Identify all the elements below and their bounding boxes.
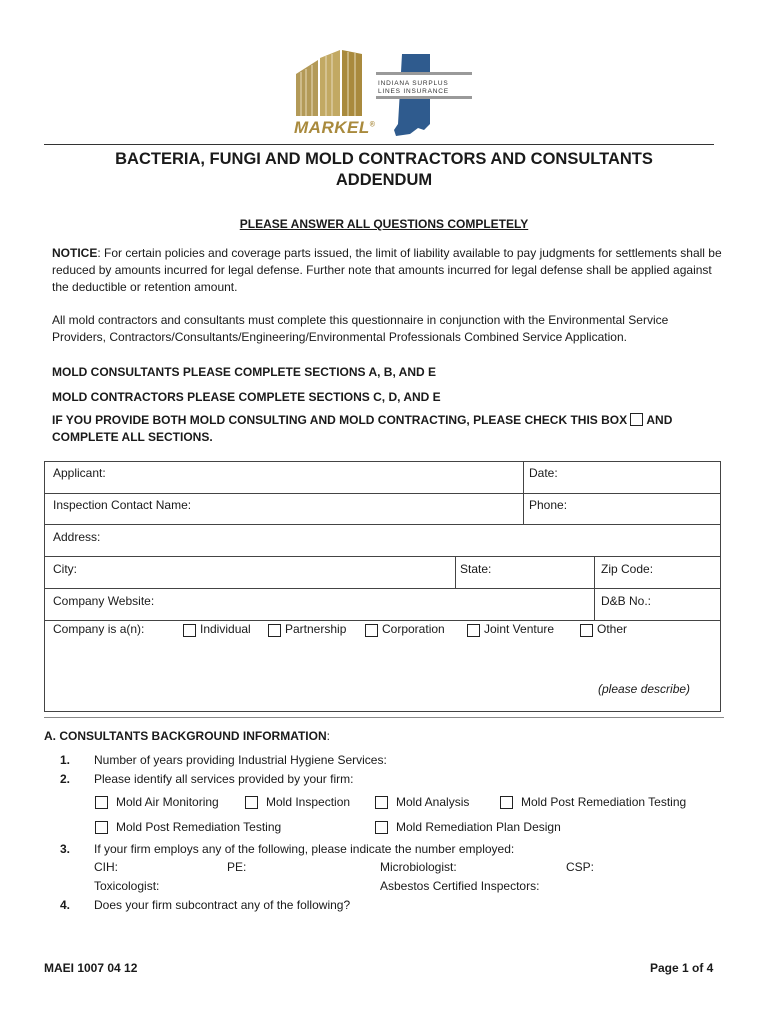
zip-field[interactable]: Zip Code: — [601, 562, 654, 576]
section-a-colon: : — [326, 729, 330, 743]
form-vdivider — [523, 462, 524, 524]
joint-venture-label: Joint Venture — [484, 622, 555, 636]
corporation-checkbox[interactable] — [365, 624, 378, 637]
form-divider — [45, 524, 720, 525]
both-text-b: AND — [646, 413, 673, 427]
isli-text — [378, 80, 470, 96]
header-rule — [44, 144, 714, 145]
phone-field[interactable]: Phone: — [529, 498, 568, 512]
q3-text: If your firm employs any of the following, please indicate the number employed: — [94, 842, 515, 856]
intro-paragraph: All mold contractors and consultants must complete this questionnaire in conjunction with the Environmental Service Providers, Contractors/Consultants/Engineering/Environmental Professionals Combined Service Application. — [52, 313, 669, 344]
csp-field[interactable]: CSP: — [566, 860, 595, 874]
applicant-form — [44, 461, 721, 712]
please-describe-field[interactable]: (please describe) — [598, 682, 691, 696]
form-vdivider — [455, 556, 456, 588]
section-a-heading — [44, 729, 330, 743]
both-services-checkbox[interactable] — [630, 413, 643, 426]
mold-remediation-plan-design-label: Mold Remediation Plan Design — [396, 820, 561, 834]
notice-text: : For certain policies and coverage parts issued, the limit of liability available to pay judgments for settlements shall be reduced by amounts incurred for legal defense. Further note that amounts incurred for legal defense shall be applied against the deductible or retention amount. — [52, 246, 722, 294]
form-vdivider — [594, 556, 595, 620]
section-a-title: A. CONSULTANTS BACKGROUND INFORMATION — [44, 729, 327, 743]
partnership-checkbox[interactable] — [268, 624, 281, 637]
partnership-label: Partnership — [285, 622, 347, 636]
logo — [290, 50, 480, 140]
applicant-field[interactable]: Applicant: — [53, 466, 106, 480]
toxicologist-field[interactable]: Toxicologist: — [94, 879, 160, 893]
mold-air-monitoring-label: Mold Air Monitoring — [116, 795, 219, 809]
mold-remediation-plan-design-checkbox[interactable] — [375, 821, 388, 834]
company-type-label: Company is a(n): — [53, 622, 145, 636]
contractors-instruction: MOLD CONTRACTORS PLEASE COMPLETE SECTIONS C, D, AND E — [52, 390, 441, 404]
individual-checkbox[interactable] — [183, 624, 196, 637]
markel-text: MARKEL — [294, 118, 370, 137]
individual-label: Individual — [200, 622, 251, 636]
date-field[interactable]: Date: — [529, 466, 558, 480]
address-field[interactable]: Address: — [53, 530, 101, 544]
form-divider — [45, 493, 720, 494]
joint-venture-checkbox[interactable] — [467, 624, 480, 637]
notice-label: NOTICE — [52, 246, 98, 260]
page-title — [44, 149, 724, 191]
mold-post-remediation-testing-label: Mold Post Remediation Testing — [521, 795, 687, 809]
form-id: MAEI 1007 04 12 — [44, 961, 138, 975]
pe-field[interactable]: PE: — [227, 860, 247, 874]
microbiologist-field[interactable]: Microbiologist: — [380, 860, 457, 874]
isli-line-1: INDIANA SURPLUS — [378, 80, 449, 87]
dnb-field[interactable]: D&B No.: — [601, 594, 652, 608]
isli-line-2: LINES INSURANCE — [378, 88, 449, 95]
both-instruction — [52, 412, 722, 446]
cih-field[interactable]: CIH: — [94, 860, 118, 874]
q1-text: Number of years providing Industrial Hygiene Services: — [94, 753, 387, 767]
section-divider — [44, 717, 724, 718]
mold-post-remediation-testing-2-checkbox[interactable] — [95, 821, 108, 834]
markel-wordmark — [294, 118, 375, 138]
registered-mark: ® — [369, 121, 376, 129]
mold-post-remediation-testing-2-label: Mold Post Remediation Testing — [116, 820, 282, 834]
mold-inspection-checkbox[interactable] — [245, 796, 258, 809]
corporation-label: Corporation — [382, 622, 445, 636]
mold-post-remediation-testing-checkbox[interactable] — [500, 796, 513, 809]
form-divider — [45, 620, 720, 621]
both-text-a: IF YOU PROVIDE BOTH MOLD CONSULTING AND MOLD CONTRACTING, PLEASE CHECK THIS BOX — [52, 413, 628, 427]
other-checkbox[interactable] — [580, 624, 593, 637]
website-field[interactable]: Company Website: — [53, 594, 155, 608]
mold-analysis-checkbox[interactable] — [375, 796, 388, 809]
inspection-contact-field[interactable]: Inspection Contact Name: — [53, 498, 192, 512]
title-line-1: BACTERIA, FUNGI AND MOLD CONTRACTORS AND CONSULTANTS — [115, 150, 653, 168]
mold-inspection-label: Mold Inspection — [266, 795, 351, 809]
mold-air-monitoring-checkbox[interactable] — [95, 796, 108, 809]
mold-analysis-label: Mold Analysis — [396, 795, 470, 809]
notice-paragraph — [52, 245, 722, 296]
form-divider — [45, 556, 720, 557]
city-field[interactable]: City: — [53, 562, 77, 576]
consultants-instruction: MOLD CONSULTANTS PLEASE COMPLETE SECTIONS A, B, AND E — [52, 365, 437, 379]
other-label: Other — [597, 622, 628, 636]
asbestos-inspectors-field[interactable]: Asbestos Certified Inspectors: — [380, 879, 540, 893]
q2-number: 2. — [60, 772, 71, 786]
subtitle: PLEASE ANSWER ALL QUESTIONS COMPLETELY — [239, 217, 529, 231]
q2-text: Please identify all services provided by your firm: — [94, 772, 354, 786]
state-field[interactable]: State: — [460, 562, 492, 576]
both-text-c: COMPLETE ALL SECTIONS. — [52, 430, 213, 444]
form-divider — [45, 588, 720, 589]
q4-text: Does your firm subcontract any of the following? — [94, 898, 351, 912]
title-line-2: ADDENDUM — [335, 171, 433, 189]
page-number: Page 1 of 4 — [650, 961, 714, 975]
q3-number: 3. — [60, 842, 71, 856]
q4-number: 4. — [60, 898, 71, 912]
q1-number: 1. — [60, 753, 71, 767]
